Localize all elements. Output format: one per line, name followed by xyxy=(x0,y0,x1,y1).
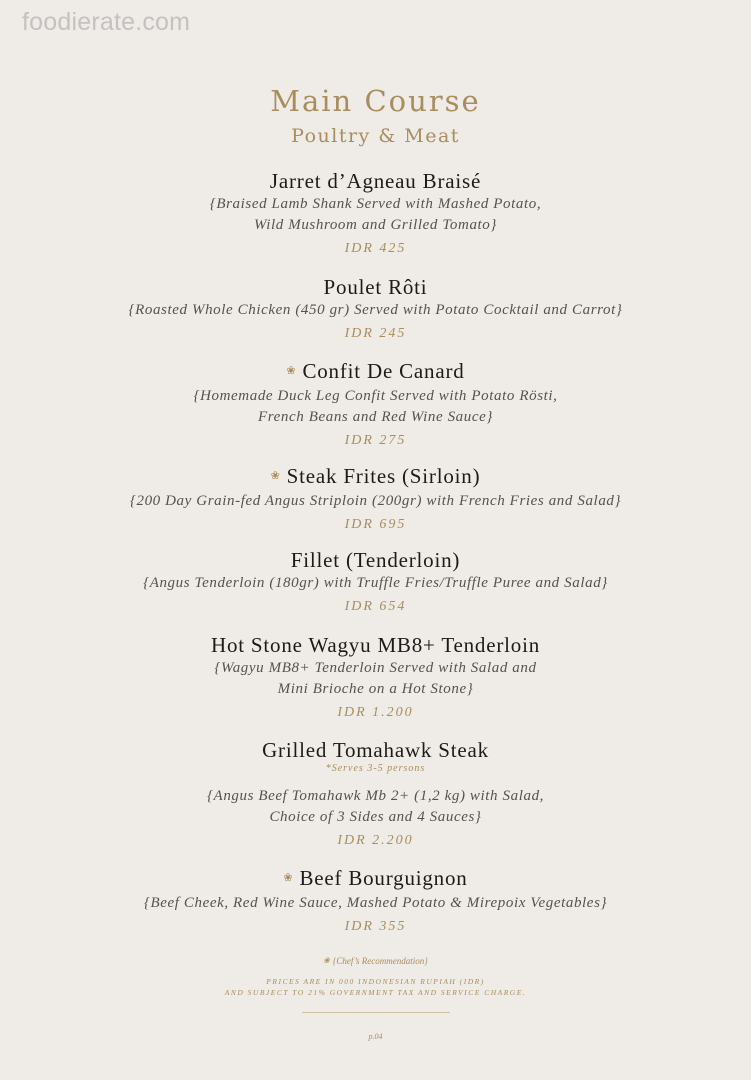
page-title: Main Course xyxy=(270,84,481,118)
item-name xyxy=(0,865,751,893)
item-price: IDR 2.200 xyxy=(337,833,414,848)
chef-recommendation-legend xyxy=(0,955,751,968)
item-price: IDR 1.200 xyxy=(337,705,414,720)
flower-icon: ❀ xyxy=(283,872,294,885)
flower-icon: ❀ xyxy=(270,470,281,483)
item-description: Wild Mushroom and Grilled Tomato} xyxy=(253,217,498,233)
item-name xyxy=(0,358,751,386)
menu-item xyxy=(0,358,751,451)
item-name-text: Beef Bourguignon xyxy=(299,866,468,890)
item-description: {Homemade Duck Leg Confit Served with Potato Rösti, xyxy=(193,388,558,405)
item-description: {Braised Lamb Shank Served with Mashed Potato, xyxy=(209,196,542,212)
flower-icon: ❀ xyxy=(323,955,330,965)
menu-item xyxy=(0,274,751,344)
page-footer xyxy=(0,955,751,1041)
item-name xyxy=(0,463,751,491)
item-note: *Serves 3-5 persons xyxy=(325,763,426,774)
chef-note-text: {Chef’s Recommendation} xyxy=(332,956,428,966)
flower-icon: ❀ xyxy=(286,365,297,378)
prices-disclaimer xyxy=(0,976,751,998)
menu-item xyxy=(0,632,751,723)
item-description: {Beef Cheek, Red Wine Sauce, Mashed Potato & Mirepoix Vegetables} xyxy=(143,895,608,912)
item-price: IDR 425 xyxy=(344,241,407,256)
item-price: IDR 275 xyxy=(344,433,407,449)
item-description: French Beans and Red Wine Sauce} xyxy=(258,409,493,426)
menu-item xyxy=(0,865,751,937)
divider xyxy=(302,1012,450,1013)
item-name: Hot Stone Wagyu MB8+ Tenderloin xyxy=(210,633,541,657)
item-name-text: Steak Frites (Sirloin) xyxy=(286,464,481,488)
menu-item xyxy=(0,168,751,259)
item-name: Grilled Tomahawk Steak xyxy=(262,738,489,762)
item-description: Mini Brioche on a Hot Stone} xyxy=(277,681,474,697)
item-description: {Wagyu MB8+ Tenderloin Served with Salad and xyxy=(214,660,537,676)
page-number: p.04 xyxy=(368,1031,383,1041)
item-description: {Angus Tenderloin (180gr) with Truffle Fries/Truffle Puree and Salad} xyxy=(143,575,608,591)
item-name: Fillet (Tenderloin) xyxy=(290,548,461,572)
watermark: foodierate.com xyxy=(22,8,191,36)
item-price: IDR 654 xyxy=(344,599,407,614)
item-description: {Angus Beef Tomahawk Mb 2+ (1,2 kg) with Salad, xyxy=(206,788,545,804)
menu-item xyxy=(0,463,751,535)
item-name: Poulet Rôti xyxy=(323,275,428,299)
item-name: Jarret d’Agneau Braisé xyxy=(269,169,482,193)
item-name-text: Confit De Canard xyxy=(302,359,465,383)
menu-item xyxy=(0,547,751,617)
item-price: IDR 355 xyxy=(344,919,407,935)
prices-disclaimer-line: PRICES ARE IN 000 INDONESIAN RUPIAH (IDR) xyxy=(266,976,485,986)
item-description: {Roasted Whole Chicken (450 gr) Served with Potato Cocktail and Carrot} xyxy=(128,302,623,318)
item-price: IDR 245 xyxy=(344,326,407,341)
menu-item xyxy=(0,737,751,851)
item-description: {200 Day Grain-fed Angus Striploin (200gr) with French Fries and Salad} xyxy=(129,493,622,510)
section-subtitle: Poultry & Meat xyxy=(291,125,460,147)
prices-disclaimer-line: AND SUBJECT TO 21% GOVERNMENT TAX AND SERVICE CHARGE. xyxy=(224,987,527,997)
item-price: IDR 695 xyxy=(344,517,407,533)
item-description: Choice of 3 Sides and 4 Sauces} xyxy=(269,809,482,825)
